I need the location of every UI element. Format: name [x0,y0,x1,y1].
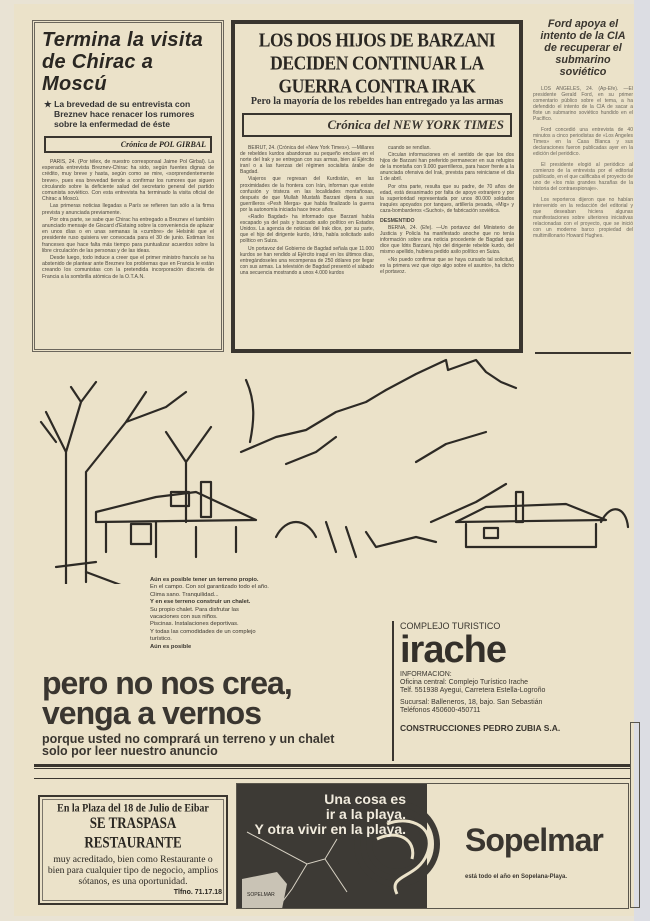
copy-line: turístico. [150,636,172,643]
article-ford [533,18,633,356]
sopelmar-ad [236,783,629,909]
copy-line: En el campo. Con sol garantizado todo el año. [150,584,269,591]
slogan-line: Una cosa es [324,791,406,807]
paragraph: Ford concedió una entrevista de 40 minutos a cinco periodistas de «Los Angeles Times» en la Casa Blanca y sus declaraciones fueron publicadas ayer en la edición del periódico. [533,127,633,157]
restaurant-ad [38,795,228,905]
slogan-line: Y otra vivir en la playa. [254,821,406,837]
copy-line: Y en ese terreno construir un chalet. [150,599,251,606]
barzani-col-2 [380,145,514,277]
info-line: Oficina central: Complejo Turístico Irache [400,679,528,686]
info-line: Sucursal: Balleneros, 18, bajo. San Sebastián [400,699,543,706]
paragraph: PARIS, 24. (Por télex, de nuestro corresponsal Jaime Pol Girbal). La esperada entrevista Breznev-Chirac ha sido, según fuentes dignas de crédito, muy breve y hasta, según como se mire, «sorprendentemente breve», pues esa brevedad tiende a confirmar los rumores que siguen circulando sobre la deficiente salud del secretario general del partido comunista soviético. Con esta entrevista ha terminado la visita oficial de Chirac a Moscú. [42,159,214,203]
landscape-illustration [36,352,632,584]
restaurant-location: En la Plaza del 18 de Julio de Eibar [57,801,209,816]
irache-ad-slogan [42,665,292,731]
paragraph: LOS ANGELES, 24. (Ap-Efe). —El presidente Gerald Ford, en su primer comentario público sobre el tema, a ha defendido el intento de la CIA de sacar a flote un submarino soviético hundido en el Pacífico. [533,86,633,122]
barzani-col-1 [240,145,374,277]
article-chirac [32,20,224,352]
irache-ad-copy [150,577,390,651]
paragraph: El presidente elogió al periódico al comienzo de la entrevista por el editorial publicado, en el que calificaba el proyecto de uno de «los más grandes hazañas de la historia del contraespionaje». [533,162,633,192]
copy-line: Piscinas. Instalaciones deportivas. [150,621,239,628]
irache-ad-tagline [42,733,334,757]
paragraph: Un portavoz del Gobierno de Bagdad señala que 11.000 kurdos se han rendido al Ejército iraquí en los últimos días, entregándoseles una recompensa de 250 dólares por llegar con sus armas. La televisión de Bagdad presentó el sábado una secuencia mostrando a unos 4.000 kurdos [240,245,374,276]
paragraph: «Radio Bagdad» ha informado que Barzani había escapado ya del país y buscado asilo político en Estados Unidos. La agencia de noticias del Irak dice, por su parte, que el hijo del dirigente kurdo, Idris, había solicitado asilo político en Suiza. [240,214,374,245]
sopelmar-tagline: está todo el año en Sopelana-Playa. [465,874,568,880]
copy-line: Aún es posible [150,643,192,650]
sopelmar-brand: Sopelmar [465,822,603,858]
irache-kicker: COMPLEJO TURISTICO [400,621,501,631]
slogan-line: ir a la playa. [325,806,406,822]
paragraph: Circulan informaciones en el sentido de que los dos hijos de Barzani han preferido permanecer en sus refugios de la montaña con 9.000 guerrilleros, para hacer frente a la anunciada ofensiva del Irak, prevista para reiniciarse el día 1 de abril. [380,152,514,183]
sopelmar-slogan [255,792,406,837]
svg-text:SOPELMAR: SOPELMAR [247,892,275,898]
copy-line: vacaciones con sus niños. [150,614,218,621]
restaurant-body: muy acreditado, bien como Restaurante o bien para cualquier tipo de negocio, amplios sótanos, es una oportunidad. [47,854,219,887]
barzani-headline: LOS DOS HIJOS DE BARZANI DECIDEN CONTINUAR LA GUERRA CONTRA IRAK [258,28,496,97]
irache-info [400,671,635,715]
barzani-byline: Crónica del NEW YORK TIMES [242,113,512,137]
margin-footer-strip [630,722,640,908]
irache-company: CONSTRUCCIONES PEDRO ZUBIA S.A. [400,723,561,733]
tagline-line-2: solo por leer nuestro anuncio [42,744,218,758]
paragraph: Viajeros que regresan del Kurdistán, en las proximidades de la frontera con Irán, informan que existe confusión y tristeza en las localidades montañosas, después de que Mullah Mustafá Barzani dijera a sus guerrilleros «Pesh Merga» que había finalizado la guerra por la autonomía iniciada hace trece años. [240,176,374,213]
slogan-line-1: pero no nos crea, [42,665,292,701]
paragraph: Las primeras noticias llegadas a París se refieren tan sólo a la firma prevista y anunciada previamente. [42,203,214,216]
article-barzani [231,20,523,353]
paragraph: BEIRUT, 24. (Crónica del «New York Times»). —Millares de rebeldes kurdos abandonan su pequeño enclave en el norte del Irak y se entregan con sus armas, bien al Ejército iraní o a las fuerzas del régimen socialista árabe de Bagdad. [240,145,374,176]
restaurant-headline: SE TRASPASA RESTAURANTE [84,813,182,851]
chirac-subhead: ★ La brevedad de su entrevista con Breznev hace renacer los rumores sobre la enfermedad de éste [44,99,195,129]
chirac-body [42,159,214,280]
copy-line: Y todas las comodidades de un complejo [150,628,256,635]
info-label: INFORMACION: [400,671,452,678]
ford-body [533,86,633,239]
chirac-byline: Crónica de POL GIRBAL [44,136,212,153]
irache-contact-block [392,621,635,761]
ford-headline: Ford apoya el intento de la CIA de recuperar el submarino soviético [540,18,626,78]
slogan-line-2: venga a vernos [42,695,261,731]
paragraph: BERNA, 24. (Efe). —Un portavoz del Ministerio de Justicia y Policía ha manifestado anoche que no tenía información sobre una noticia procedente de Bagdad que dice que Idris Barzani, hijo del dirigente rebelde kurdo, del mismo apellido, hubiera pedido asilo político en Suiza. [380,225,514,256]
info-line: Teléfonos 450600-450711 [400,707,481,714]
desmentido-heading: DESMENTIDO [380,218,415,225]
copy-line: Su propio chalet. Para disfrutar las [150,606,239,613]
paragraph: Por otra parte, se sabe que Chirac ha entregado a Breznev el también anunciado mensaje de Giscard d'Estaing sobre la conveniencia de aplazar en unos días o en unas semanas la «cumbre» de Helsinki que el presidente ruso quisiera ver convocada para el 30 de junio. Estiman los franceses que hace falta más tiempo para puntualizar acuerdos sobre la libre circulación de las personas y de las ideas. [42,216,214,254]
paragraph: Desde luego, todo induce a creer que el primer ministro francés se ha abstenido de plantear ante Breznev los problemas que en Francia le están creando los comunistas con la pretendida incorporación discreta de Francia a la sombrilla atómica de la O.T.A.N. [42,255,214,280]
copy-line: Aún es posible tener un terreno propio. [150,577,259,583]
restaurant-phone: Tlfno. 71.17.18 [173,889,222,896]
chirac-headline: Termina la visita de Chirac a Moscú [42,29,204,95]
paragraph: cuando se rendían. [388,145,431,151]
info-line: Telf. 551938 Ayegui, Carretera Estella-Logroño [400,687,546,694]
divider [34,768,630,769]
copy-line: Clima sano. Tranquilidad... [150,591,219,598]
barzani-deck: Pero la mayoría de los rebeldes han entregado ya las armas [250,96,504,107]
divider [34,778,630,779]
irache-logo: irache [400,629,506,671]
tagline-line-1: porque usted no comprará un terreno y un chalet [42,732,335,746]
paragraph: «No puedo confirmar que se haya cursado tal solicitud, es la primera vez que oigo algo sobre el asunto», ha dicho el portavoz. [380,256,514,275]
divider [34,764,630,767]
paragraph: Por otra parte, resulta que su padre, de 70 años de edad, está desanimado por falta de apoyo extranjero y por la superioridad representada por unos 80.000 soldados iraquíes apoyados por tanques, artillería pesada, «Mig» y caza-bombarderos «Suchoi», de fabricación soviética. [380,183,514,214]
paragraph: Los reporteros dijeron que no habían intervenido en la redacción del editorial y que deseaban hiciera algunas manifestaciones sobre ulteriores iniciativas relacionadas con el proyecto, que se inició con un moderno barco propiedad del multimillonario Howard Hughes. [533,197,633,239]
